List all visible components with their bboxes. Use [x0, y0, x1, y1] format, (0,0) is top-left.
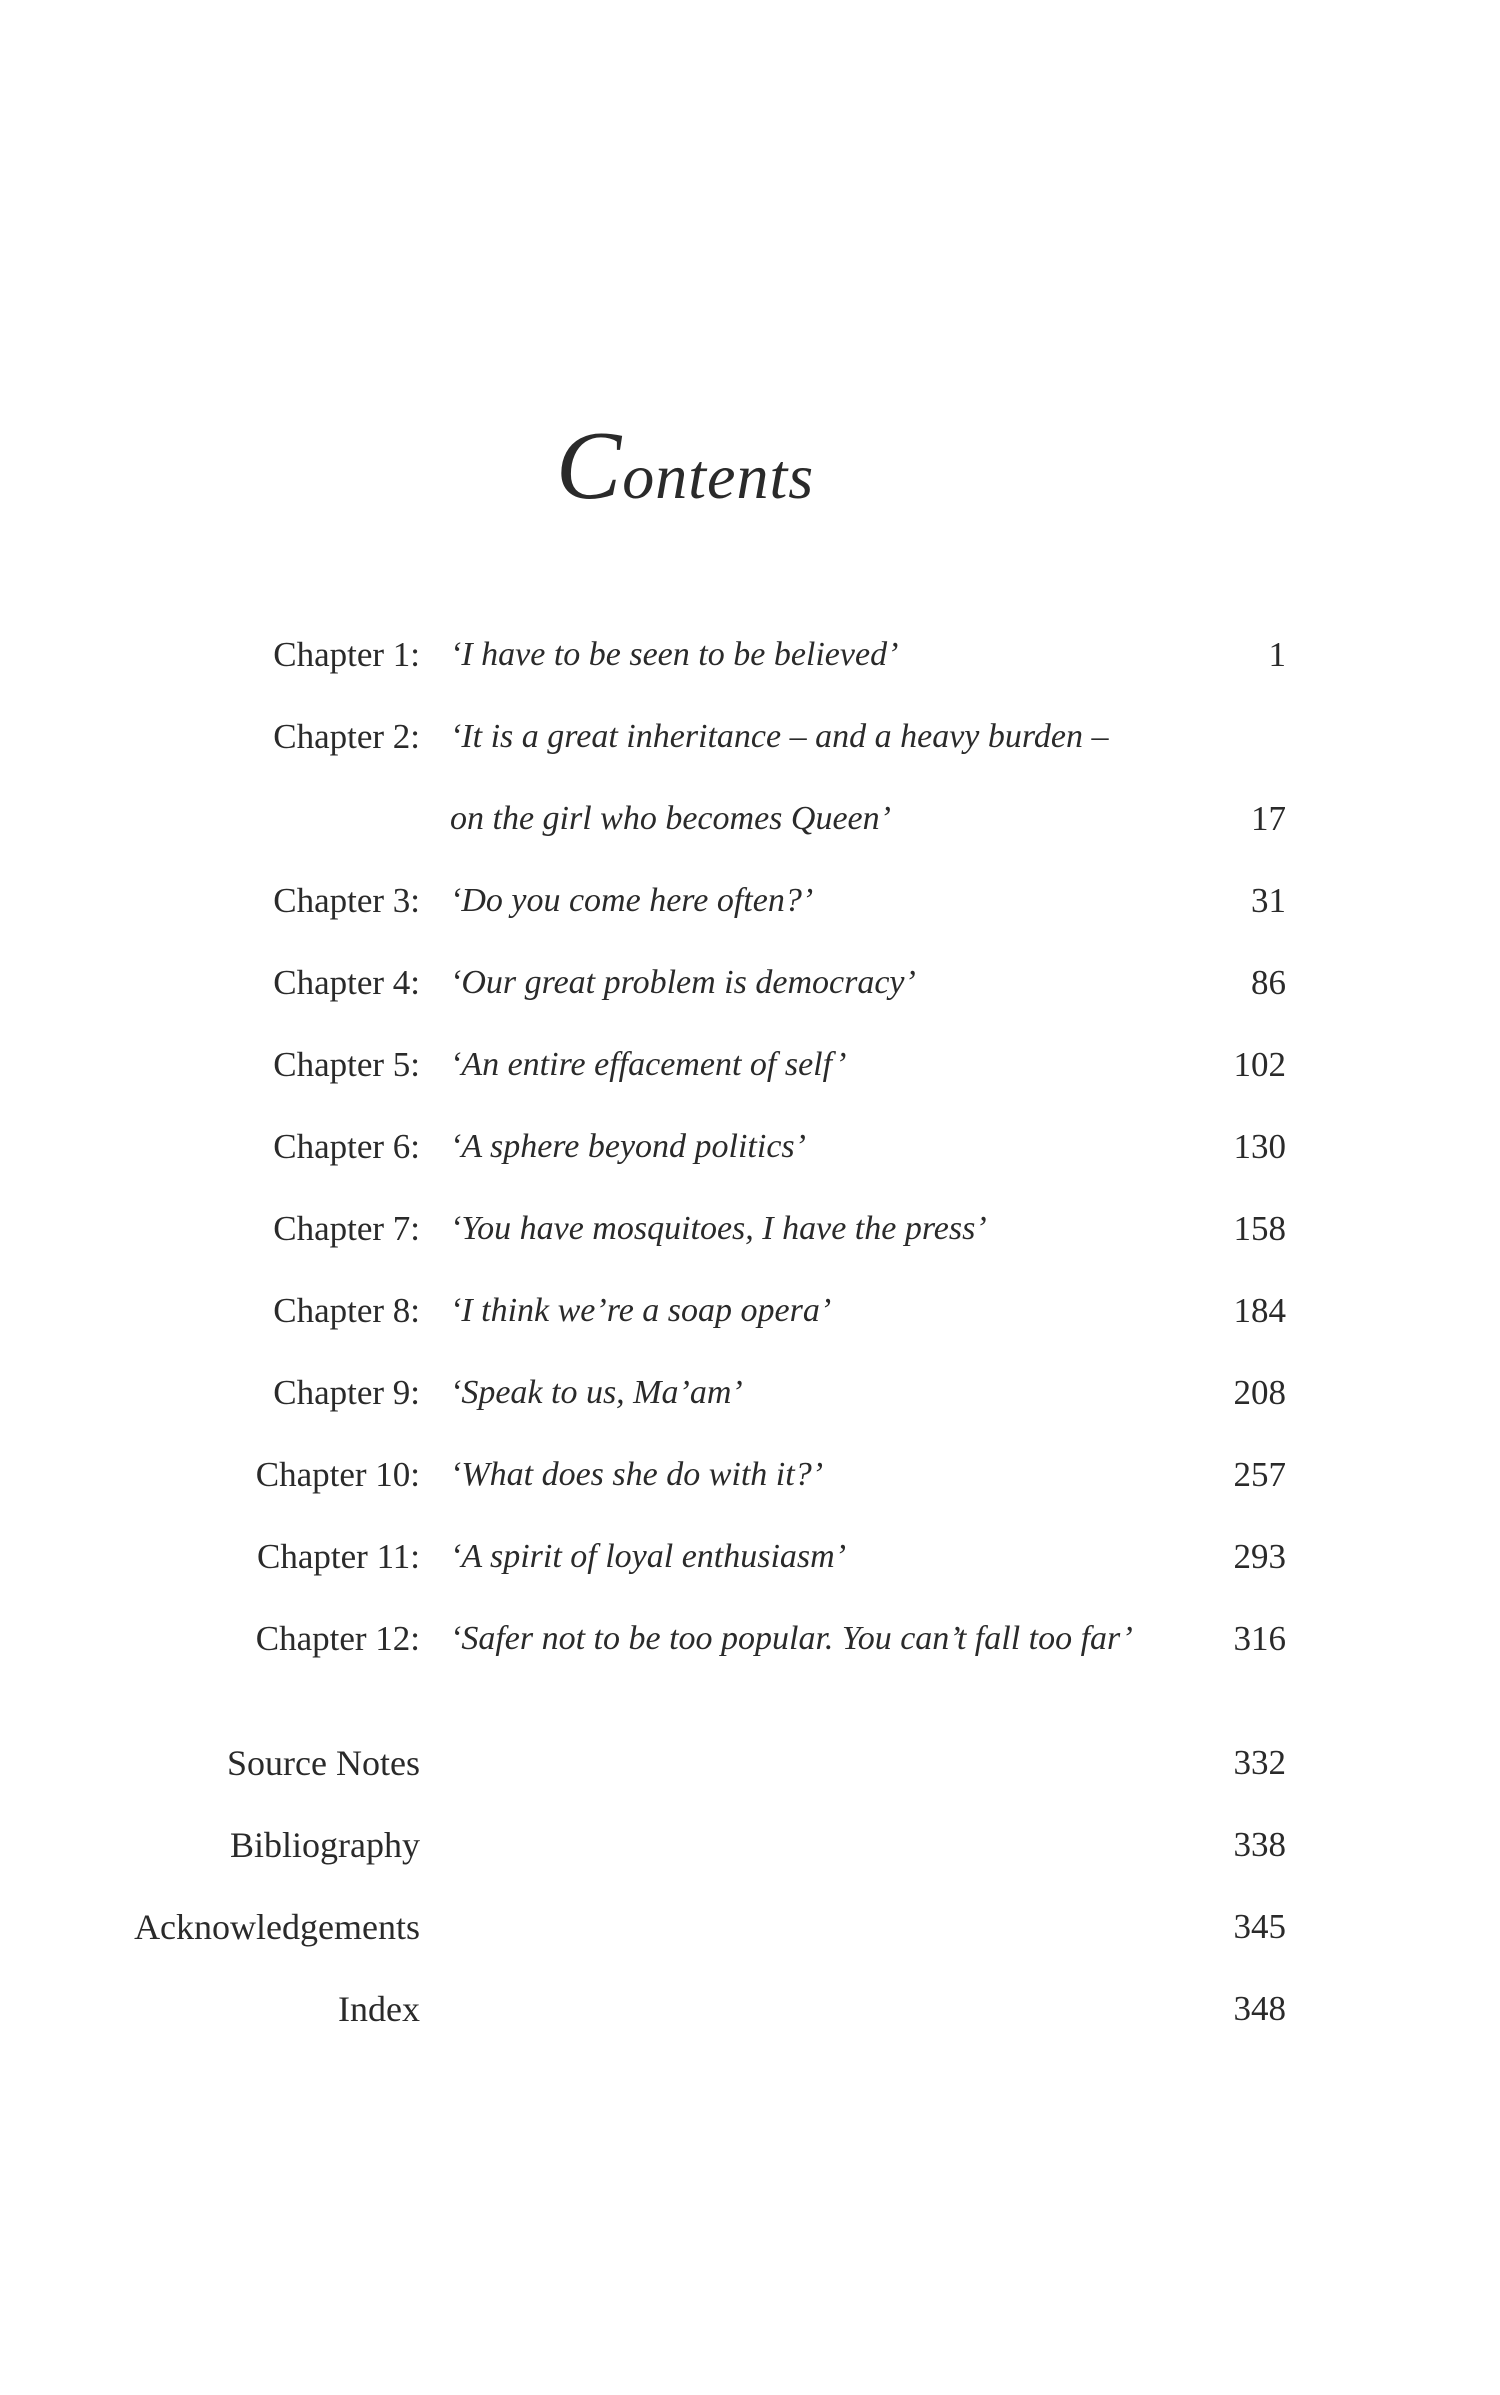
- back-matter-label: Index: [338, 1989, 420, 2029]
- chapter-title: ‘It is a great inheritance – and a heavy burden –: [450, 718, 1109, 755]
- toc-entry-chapter-4[interactable]: [0, 948, 1500, 1018]
- toc-entry-chapter-8[interactable]: [0, 1276, 1500, 1346]
- title-rest: ontents: [622, 441, 815, 512]
- page-number: 345: [1233, 1907, 1286, 1946]
- toc-entry-chapter-10[interactable]: [0, 1440, 1500, 1510]
- chapter-title: ‘An entire effacement of self’: [450, 1046, 847, 1083]
- back-matter-label: Bibliography: [230, 1825, 420, 1865]
- chapter-label: Chapter 1:: [273, 635, 420, 674]
- page-number: 1: [1268, 635, 1286, 674]
- chapter-title: ‘A sphere beyond politics’: [450, 1128, 806, 1165]
- chapter-label: Chapter 5:: [273, 1045, 420, 1084]
- chapter-label: Chapter 3:: [273, 881, 420, 920]
- chapter-label: Chapter 11:: [257, 1537, 420, 1576]
- chapter-label: Chapter 10:: [255, 1455, 420, 1494]
- chapter-title: ‘I think we’re a soap opera’: [450, 1292, 832, 1329]
- chapter-title: ‘You have mosquitoes, I have the press’: [450, 1210, 987, 1247]
- page-number: 86: [1251, 963, 1286, 1002]
- chapter-title: ‘Our great problem is democracy’: [450, 964, 916, 1001]
- page-number: 158: [1233, 1209, 1286, 1248]
- page-number: 31: [1251, 881, 1286, 920]
- page-number: 130: [1233, 1127, 1286, 1166]
- chapter-title-continued: on the girl who becomes Queen’: [450, 800, 891, 837]
- page-number: 348: [1233, 1989, 1286, 2028]
- page-number: 316: [1233, 1619, 1286, 1658]
- chapter-label: Chapter 8:: [273, 1291, 420, 1330]
- toc-entry-index[interactable]: [0, 1974, 1500, 2044]
- page-number: 184: [1233, 1291, 1286, 1330]
- page-title: [0, 410, 1370, 522]
- back-matter-label: Source Notes: [227, 1743, 420, 1783]
- chapter-label: Chapter 12:: [255, 1619, 420, 1658]
- chapter-title: ‘I have to be seen to be believed’: [450, 636, 899, 673]
- page-number: 208: [1233, 1373, 1286, 1412]
- chapter-title: ‘A spirit of loyal enthusiasm’: [450, 1538, 847, 1575]
- toc-entry-chapter-1[interactable]: [0, 620, 1500, 690]
- chapter-title: ‘Do you come here often?’: [450, 882, 814, 919]
- toc-entry-chapter-2[interactable]: [0, 702, 1500, 772]
- chapter-title: ‘Speak to us, Ma’am’: [450, 1374, 743, 1411]
- chapter-title: ‘Safer not to be too popular. You can’t fall too far’: [450, 1620, 1133, 1657]
- chapter-label: Chapter 2:: [273, 717, 420, 756]
- toc-entry-bibliography[interactable]: [0, 1810, 1500, 1880]
- back-matter-label: Acknowledgements: [134, 1907, 420, 1947]
- page-number: 257: [1233, 1455, 1286, 1494]
- toc-entry-source-notes[interactable]: [0, 1728, 1500, 1798]
- page-number: 338: [1233, 1825, 1286, 1864]
- chapter-label: Chapter 4:: [273, 963, 420, 1002]
- title-initial: C: [555, 412, 623, 520]
- toc-entry-chapter-11[interactable]: [0, 1522, 1500, 1592]
- page-number: 293: [1233, 1537, 1286, 1576]
- toc-entry-acknowledgements[interactable]: [0, 1892, 1500, 1962]
- toc-entry-chapter-2-continued[interactable]: [0, 784, 1500, 854]
- chapter-label: Chapter 7:: [273, 1209, 420, 1248]
- toc-entry-chapter-6[interactable]: [0, 1112, 1500, 1182]
- toc-entry-chapter-5[interactable]: [0, 1030, 1500, 1100]
- chapter-label: Chapter 9:: [273, 1373, 420, 1412]
- toc-entry-chapter-3[interactable]: [0, 866, 1500, 936]
- page-number: 332: [1233, 1743, 1286, 1782]
- toc-entry-chapter-7[interactable]: [0, 1194, 1500, 1264]
- toc-entry-chapter-12[interactable]: [0, 1604, 1500, 1674]
- chapter-title: ‘What does she do with it?’: [450, 1456, 824, 1493]
- chapter-label: Chapter 6:: [273, 1127, 420, 1166]
- page-number: 17: [1251, 799, 1286, 838]
- page-number: 102: [1233, 1045, 1286, 1084]
- toc-entry-chapter-9[interactable]: [0, 1358, 1500, 1428]
